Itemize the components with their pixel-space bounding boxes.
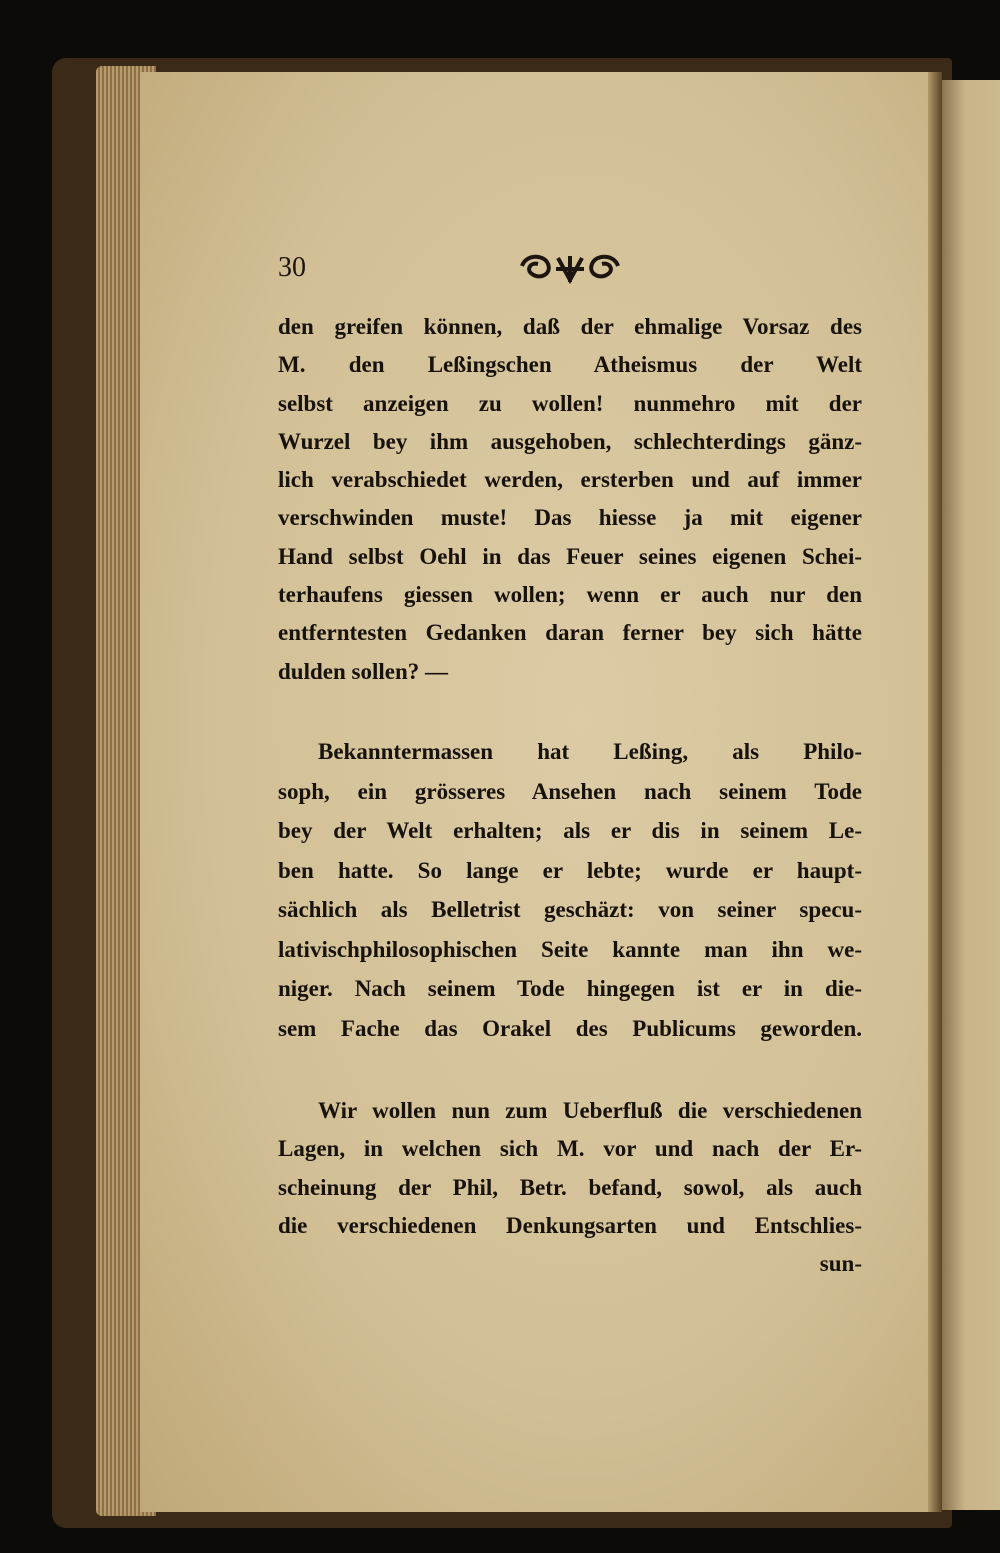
paragraph-2 [278, 732, 862, 1048]
text-line: den greifen können, daß der ehmalige Vorsaz des [278, 314, 862, 339]
ornament-icon [518, 252, 622, 284]
text-line: Wurzel bey ihm ausgehoben, schlechterdings gänz- [278, 428, 862, 454]
text-line: Hand selbst Oehl in das Feuer seines eigenen Schei- [278, 543, 862, 569]
text-line: selbst anzeigen zu wollen! nunmehro mit der [278, 390, 862, 416]
book-gutter [928, 72, 942, 1512]
text-line: M. den Leßingschen Atheismus der Welt [278, 352, 862, 378]
text-line: die verschiedenen Denkungsarten und Entschlies- [278, 1212, 862, 1238]
text-line: Wir wollen nun zum Ueberfluß die verschiedenen [318, 1098, 862, 1123]
text-line: dulden sollen? — [278, 658, 448, 684]
paragraph-3 [278, 1092, 862, 1283]
text-line: lich verabschiedet werden, ersterben und auf immer [278, 467, 862, 493]
text-line: entferntesten Gedanken daran ferner bey sich hätte [278, 620, 862, 646]
catchword: sun- [819, 1251, 862, 1277]
text-line: sächlich als Belletrist geschäzt: von seiner specu- [278, 897, 862, 922]
text-line: ben hatte. So lange er lebte; wurde er haupt- [278, 857, 862, 883]
text-line: bey der Welt erhalten; als er dis in seinem Le- [278, 818, 862, 843]
paragraph-1 [278, 308, 862, 691]
text-line: Lagen, in welchen sich M. vor und nach der Er- [278, 1136, 862, 1162]
text-line: scheinung der Phil, Betr. befand, sowol, als auch [278, 1174, 862, 1200]
facing-page-edge [942, 80, 1000, 1510]
text-line: lativischphilosophischen Seite kannte man ihn we- [278, 936, 862, 962]
page-number: 30 [278, 252, 306, 283]
text-line: terhaufens giessen wollen; wenn er auch nur den [278, 582, 862, 608]
text-line: Bekanntermassen hat Leßing, als Philo- [318, 739, 862, 764]
text-line: sem Fache das Orakel des Publicums geworden. [278, 1015, 862, 1041]
text-line: soph, ein grösseres Ansehen nach seinem Tode [278, 778, 862, 804]
text-line: verschwinden muste! Das hiesse ja mit eigener [278, 505, 862, 531]
text-line: niger. Nach seinem Tode hingegen ist er in die- [278, 976, 862, 1001]
